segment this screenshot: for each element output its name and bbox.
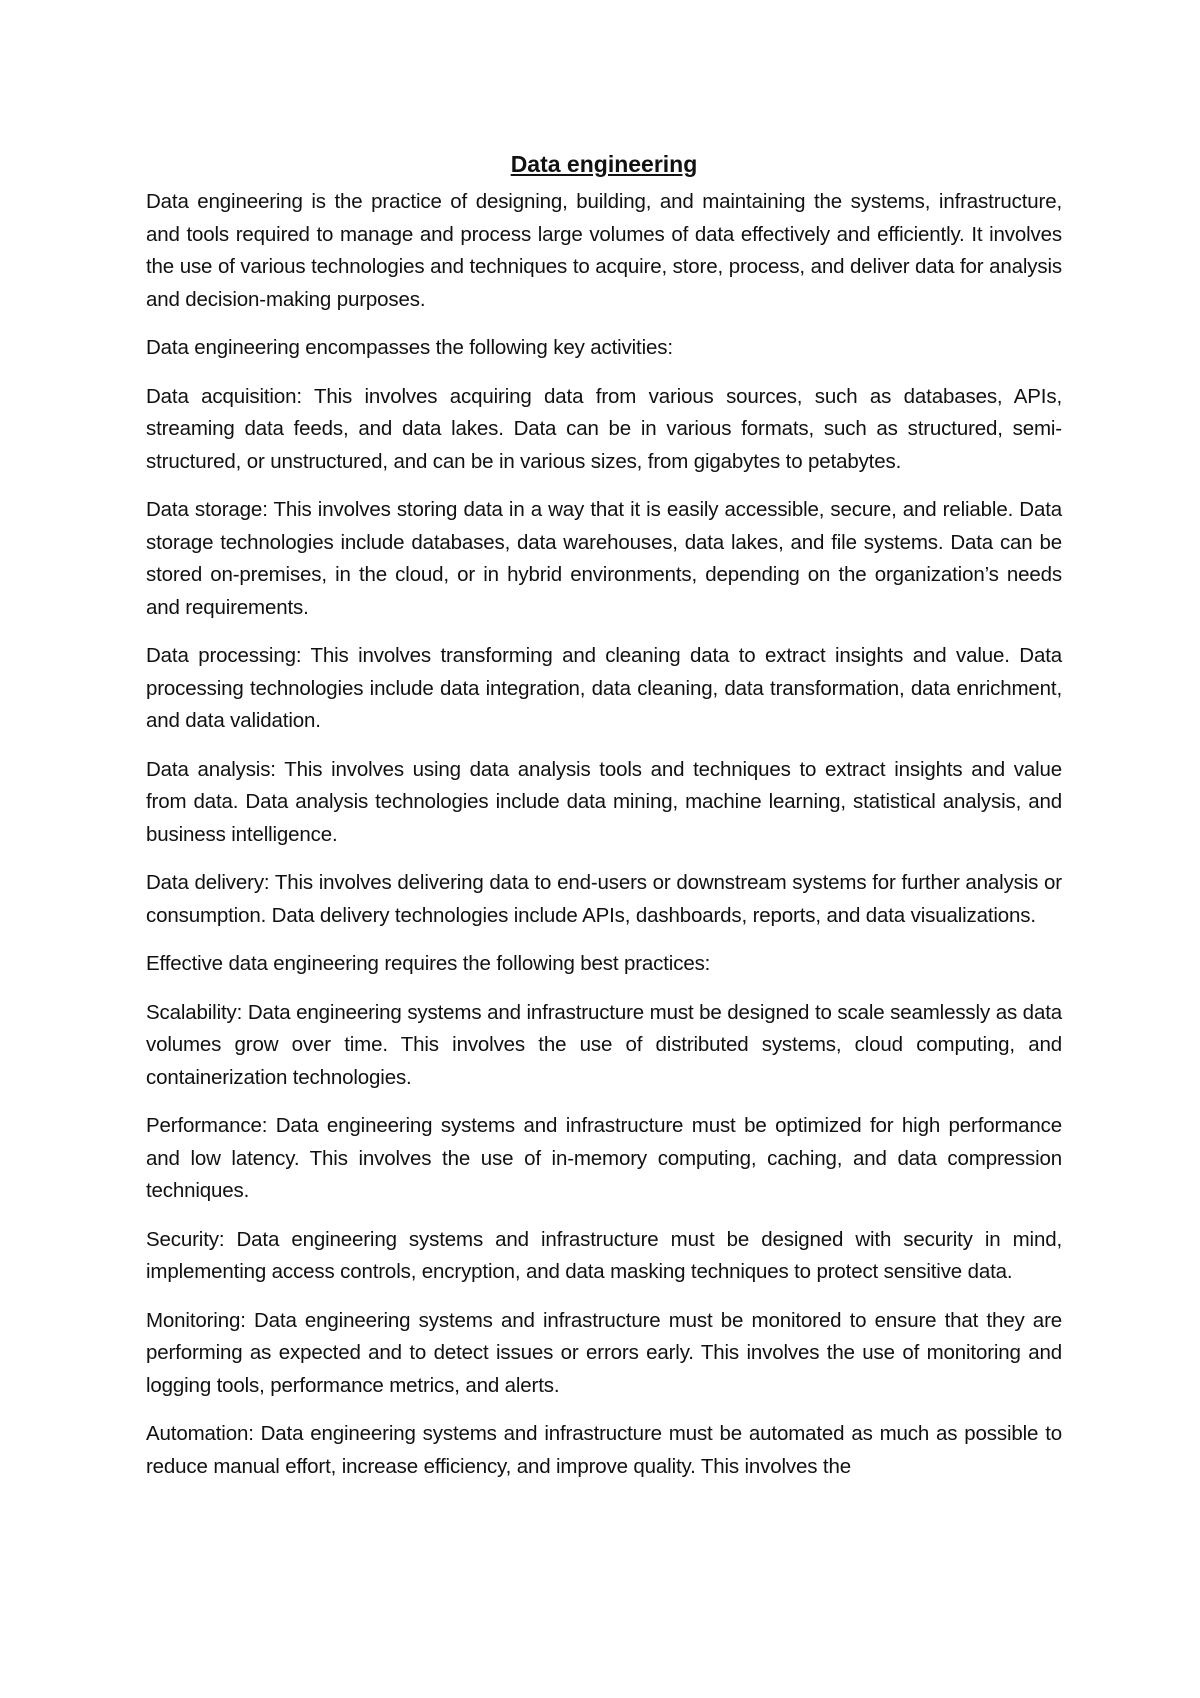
paragraph-scalability: Scalability: Data engineering systems and infrastructure must be designed to scale seamlessly as data volumes grow over time. This involves the use of distributed systems, cloud computing, and containerization technologies. (146, 1000, 1062, 1089)
paragraph-key-activities-heading: Data engineering encompasses the following key activities: (146, 336, 673, 359)
paragraph-data-delivery: Data delivery: This involves delivering data to end-users or downstream systems for further analysis or consumption. Data delivery technologies include APIs, dashboards, reports, and data visualizations. (146, 871, 1062, 927)
paragraph-best-practices-heading: Effective data engineering requires the following best practices: (146, 952, 711, 975)
paragraph-security: Security: Data engineering systems and infrastructure must be designed with security in mind, implementing access controls, encryption, and data masking techniques to protect sensitive data. (146, 1227, 1062, 1283)
paragraph-data-acquisition: Data acquisition: This involves acquiring data from various sources, such as databases, APIs, streaming data feeds, and data lakes. Data can be in various formats, such as structured, semi-structured, or unstructured, and can be in various sizes, from gigabytes to petabytes. (146, 384, 1062, 473)
paragraph-performance: Performance: Data engineering systems and infrastructure must be optimized for high performance and low latency. This involves the use of in-memory computing, caching, and data compression techniques. (146, 1114, 1062, 1202)
paragraph-data-storage: Data storage: This involves storing data in a way that it is easily accessible, secure, and reliable. Data storage technologies include databases, data warehouses, data lakes, and file systems. Data can be stored on-premises, in the cloud, or in hybrid environments, depending on the organization’s needs and requirements. (146, 498, 1062, 619)
paragraph-automation: Automation: Data engineering systems and infrastructure must be automated as much as possible to reduce manual effort, increase efficiency, and improve quality. This involves the (146, 1422, 1062, 1478)
document-title: Data engineering (510, 151, 698, 177)
paragraph-intro: Data engineering is the practice of designing, building, and maintaining the systems, infrastructure, and tools required to manage and process large volumes of data effectively and efficiently. It involves the use of various technologies and techniques to acquire, store, process, and deliver data for analysis and decision-making purposes. (146, 190, 1062, 311)
document-body (146, 148, 1062, 1499)
paragraph-monitoring: Monitoring: Data engineering systems and infrastructure must be monitored to ensure that they are performing as expected and to detect issues or errors early. This involves the use of monitoring and logging tools, performance metrics, and alerts. (146, 1308, 1062, 1397)
paragraph-data-analysis: Data analysis: This involves using data analysis tools and techniques to extract insights and value from data. Data analysis technologies include data mining, machine learning, statistical analysis, and business intelligence. (146, 757, 1062, 846)
paragraph-data-processing: Data processing: This involves transforming and cleaning data to extract insights and value. Data processing technologies include data integration, data cleaning, data transformation, data enrichment, and data validation. (146, 644, 1062, 732)
